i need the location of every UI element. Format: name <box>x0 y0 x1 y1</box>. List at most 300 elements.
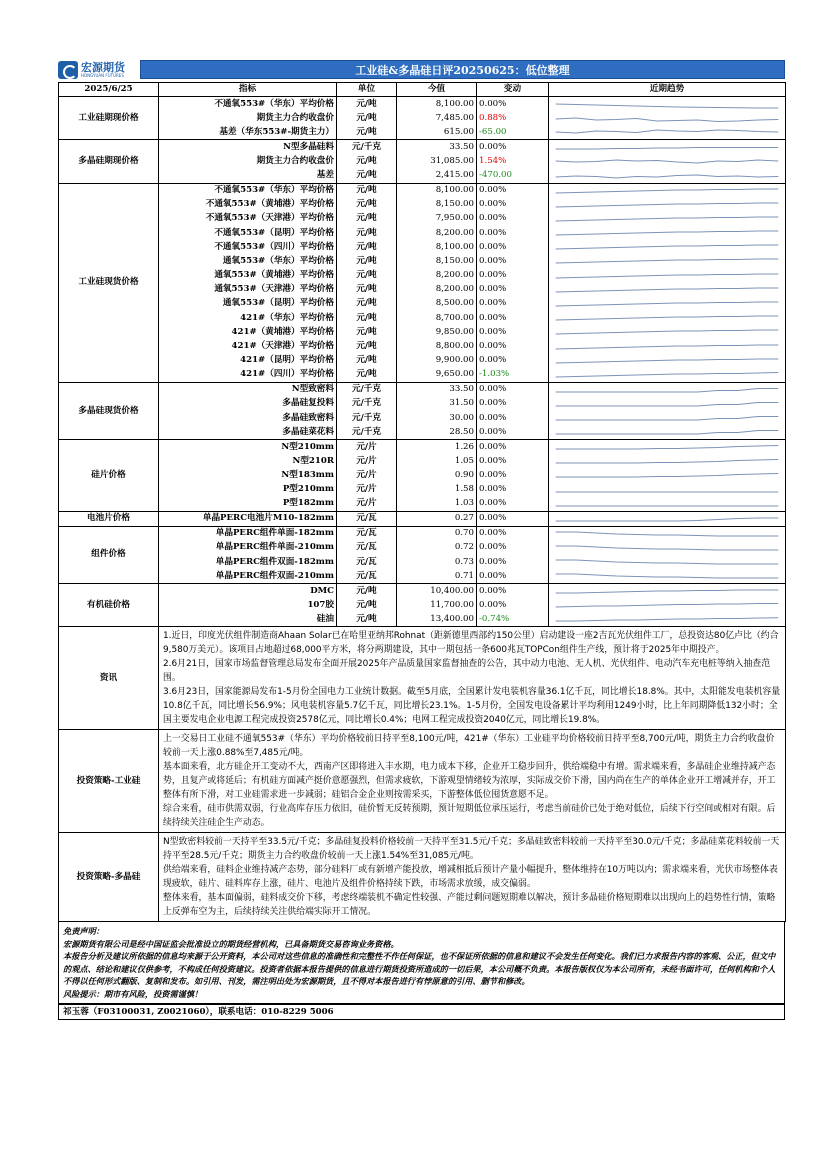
unit-cell: 元/片 <box>337 440 397 455</box>
value-cell: 9,900.00 <box>397 354 477 368</box>
sparkline <box>551 411 783 425</box>
sparkline-path <box>556 388 779 392</box>
value-cell: 615.00 <box>397 125 477 140</box>
sparkline <box>551 340 783 354</box>
sparkline <box>551 97 783 111</box>
value-cell: 8,100.00 <box>397 240 477 254</box>
table-row <box>59 354 786 368</box>
table-row <box>59 612 786 627</box>
commentary-paragraph: 1.近日，印度光伏组件制造商Ahaan Solar已在哈里亚纳邦Rohnat（距新德里西部约150公里）启动建设一座2吉瓦光伏组件工厂，总投资达80亿卢比（约合9,580万美元）。该项目占地超过68,000平方米，将分两期建设，其中一期包括一条600兆瓦TOPCon组件生产线，预计将于2025年中期投产。 <box>163 631 779 656</box>
commentary-text <box>159 730 786 833</box>
trend-cell <box>549 541 786 555</box>
change-cell: 0.00% <box>477 297 549 311</box>
indicator-cell: 基差 <box>159 169 337 184</box>
unit-cell: 元/吨 <box>337 240 397 254</box>
sparkline <box>551 512 783 526</box>
change-cell: 0.00% <box>477 584 549 599</box>
sparkline <box>551 254 783 268</box>
commentary-paragraph: 上一交易日工业硅不通氧553#（华东）平均价格较前日持平至8,100元/吨，421#（华东）工业硅平均价格较前日持平至8,700元/吨，期货主力合约收盘价较前一天上涨0.88%至7,485元/吨。 <box>163 734 775 759</box>
table-row <box>59 598 786 612</box>
unit-cell: 元/吨 <box>337 283 397 297</box>
value-cell: 1.05 <box>397 454 477 468</box>
change-cell: 1.54% <box>477 154 549 168</box>
sparkline-path <box>556 148 779 150</box>
unit-cell: 元/千克 <box>337 382 397 397</box>
value-cell: 8,100.00 <box>397 97 477 112</box>
indicator-cell: 421#（昆明）平均价格 <box>159 354 337 368</box>
table-row <box>59 483 786 497</box>
table-row <box>59 297 786 311</box>
indicator-cell: N型210mm <box>159 440 337 455</box>
sparkline <box>551 198 783 212</box>
indicator-cell: 421#（华东）平均价格 <box>159 311 337 325</box>
trend-cell <box>549 555 786 569</box>
unit-cell: 元/吨 <box>337 111 397 125</box>
change-cell: -470.00 <box>477 169 549 184</box>
unit-cell: 元/吨 <box>337 339 397 353</box>
unit-cell: 元/吨 <box>337 212 397 226</box>
unit-cell: 元/瓦 <box>337 526 397 541</box>
sparkline-path <box>556 372 779 377</box>
value-cell: 2,415.00 <box>397 169 477 184</box>
change-cell: 0.00% <box>477 468 549 482</box>
table-row <box>59 212 786 226</box>
change-header: 变动 <box>477 83 549 97</box>
change-cell: 0.00% <box>477 183 549 198</box>
table-row <box>59 183 786 198</box>
unit-cell: 元/吨 <box>337 198 397 212</box>
value-cell: 0.70 <box>397 526 477 541</box>
change-cell: 0.00% <box>477 411 549 425</box>
disclaimer <box>58 922 785 1004</box>
sparkline-path <box>556 345 779 349</box>
sparkline <box>551 226 783 240</box>
unit-cell: 元/瓦 <box>337 511 397 526</box>
sparkline <box>551 541 783 555</box>
category-cell: 多晶硅现货价格 <box>59 382 159 439</box>
table-row <box>59 140 786 155</box>
indicator-cell: DMC <box>159 584 337 599</box>
indicator-cell: N型210R <box>159 454 337 468</box>
unit-cell: 元/吨 <box>337 125 397 140</box>
category-cell: 多晶硅期现价格 <box>59 140 159 183</box>
sparkline-path <box>556 160 779 163</box>
sparkline <box>551 584 783 598</box>
sparkline <box>551 111 783 125</box>
unit-cell: 元/片 <box>337 483 397 497</box>
unit-cell: 元/片 <box>337 497 397 512</box>
unit-cell: 元/吨 <box>337 97 397 112</box>
indicator-cell: 多晶硅复投料 <box>159 397 337 411</box>
sparkline-path <box>556 474 779 478</box>
commentary-body <box>59 627 786 922</box>
sparkline <box>551 555 783 569</box>
change-cell: -0.74% <box>477 612 549 627</box>
value-cell: 10,400.00 <box>397 584 477 599</box>
report-sheet <box>58 58 785 1020</box>
sparkline <box>551 454 783 468</box>
value-cell: 0.73 <box>397 555 477 569</box>
change-cell: 0.00% <box>477 440 549 455</box>
trend-cell <box>549 569 786 584</box>
indicator-cell: 期货主力合约收盘价 <box>159 154 337 168</box>
value-cell: 8,200.00 <box>397 269 477 283</box>
table-row <box>59 541 786 555</box>
table-row <box>59 454 786 468</box>
change-cell: -65.00 <box>477 125 549 140</box>
trend-cell <box>549 240 786 254</box>
unit-cell: 元/千克 <box>337 397 397 411</box>
change-cell: 0.00% <box>477 254 549 268</box>
unit-cell: 元/千克 <box>337 140 397 155</box>
change-cell: 0.00% <box>477 198 549 212</box>
unit-cell: 元/吨 <box>337 612 397 627</box>
commentary-paragraph: 3.6月23日，国家能源局发布1-5月份全国电力工业统计数据。截至5月底，全国累计发电装机容量36.1亿千瓦，同比增长18.8%。其中，太阳能发电装机容量10.8亿千瓦，同比增长56.9%；风电装机容量5.7亿千瓦，同比增长23.1%。1-5月份，全国发电设备累计平均利用1249小时，比上年同期降低132小时；全国主要发电企业电源工程完成投资2578亿元，同比增长0.4%；电网工程完成投资2040亿元，同比增长19.8%。 <box>163 687 781 726</box>
sparkline <box>551 212 783 226</box>
indicator-cell: 硅油 <box>159 612 337 627</box>
trend-cell <box>549 598 786 612</box>
sparkline <box>551 311 783 325</box>
indicator-cell: 多晶硅菜花料 <box>159 425 337 440</box>
category-cell: 工业硅期现价格 <box>59 97 159 140</box>
change-cell: 0.00% <box>477 269 549 283</box>
change-cell: 0.00% <box>477 226 549 240</box>
trend-header: 近期趋势 <box>549 83 786 97</box>
trend-cell <box>549 212 786 226</box>
indicator-cell: 不通氧553#（华东）平均价格 <box>159 97 337 112</box>
change-cell: 0.00% <box>477 483 549 497</box>
table-row <box>59 125 786 140</box>
commentary-row <box>59 833 786 922</box>
trend-cell <box>549 269 786 283</box>
sparkline-path <box>556 546 779 550</box>
sparkline-path <box>556 518 779 521</box>
unit-header: 单位 <box>337 83 397 97</box>
change-cell: 0.00% <box>477 382 549 397</box>
category-cell: 组件价格 <box>59 526 159 583</box>
unit-cell: 元/吨 <box>337 269 397 283</box>
table-header-row <box>59 83 786 97</box>
sparkline <box>551 397 783 411</box>
sparkline <box>551 468 783 482</box>
value-cell: 0.72 <box>397 541 477 555</box>
trend-cell <box>549 584 786 599</box>
commentary-row <box>59 730 786 833</box>
commentary-paragraph: 整体来看，基本面偏弱，硅料成交价下移，考虑终端装机不确定性较强、产能过剩问题短期难以解决，预计多晶硅价格短期难以出现向上的趋势性行情，策略上反弹布空为主，后续持续关注供给端实际开工情况。 <box>163 893 776 918</box>
indicator-cell: N型致密料 <box>159 382 337 397</box>
sparkline <box>551 612 783 626</box>
disclaimer-line: 本报告分析及建议所依据的信息均来源于公开资料，本公司对这些信息的准确性和完整性不作任何保证，也不保证所依据的信息和建议不会发生任何变化。我们已力求报告内容的客观、公正，但文中的观点、结论和建议仅供参考，不构成任何投资建议。投资者依据本报告提供的信息进行期货投资所造成的一切后果，本公司概不负责。本报告版权仅为本公司所有，未经书面许可，任何机构和个人不得以任何形式翻版、复制和发布。如引用、刊发，需注明出处为宏源期货，且不得对本报告进行有悖原意的引用、删节和修改。 <box>63 951 776 987</box>
sparkline <box>551 297 783 311</box>
table-row <box>59 425 786 440</box>
trend-cell <box>549 183 786 198</box>
unit-cell: 元/吨 <box>337 354 397 368</box>
change-cell: 0.00% <box>477 339 549 353</box>
trend-cell <box>549 368 786 383</box>
table-row <box>59 97 786 112</box>
trend-cell <box>549 497 786 512</box>
commentary-paragraph: 综合来看，硅市供需双弱，行业高库存压力依旧，硅价暂无反转预期，预计短期低位承压运行，考虑当前硅价已处于绝对低位，后续下行空间或相对有限。后续持续关注硅企生产动态。 <box>163 804 776 829</box>
change-cell: 0.00% <box>477 354 549 368</box>
sparkline-path <box>556 330 779 334</box>
sparkline-path <box>556 189 779 193</box>
unit-cell: 元/瓦 <box>337 555 397 569</box>
analyst-contact: 祁玉蓉（F03100031, Z0021060），联系电话：010-8229 5006 <box>58 1004 785 1020</box>
trend-cell <box>549 339 786 353</box>
indicator-cell: 通氧553#（华东）平均价格 <box>159 254 337 268</box>
table-row <box>59 368 786 383</box>
value-cell: 7,950.00 <box>397 212 477 226</box>
value-cell: 8,150.00 <box>397 198 477 212</box>
unit-cell: 元/吨 <box>337 254 397 268</box>
sparkline-path <box>556 316 779 320</box>
indicator-cell: 不通氧553#（黄埔港）平均价格 <box>159 198 337 212</box>
indicator-cell: 不通氧553#（昆明）平均价格 <box>159 226 337 240</box>
indicator-cell: 通氧553#（天津港）平均价格 <box>159 283 337 297</box>
table-row <box>59 240 786 254</box>
trend-cell <box>549 325 786 339</box>
sparkline-path <box>556 118 779 122</box>
value-cell: 1.03 <box>397 497 477 512</box>
unit-cell: 元/吨 <box>337 598 397 612</box>
sparkline <box>551 368 783 382</box>
trend-cell <box>549 283 786 297</box>
trend-cell <box>549 198 786 212</box>
table-row <box>59 497 786 512</box>
trend-cell <box>549 612 786 627</box>
value-cell: 1.26 <box>397 440 477 455</box>
indicator-cell: 107胶 <box>159 598 337 612</box>
unit-cell: 元/千克 <box>337 411 397 425</box>
sparkline-path <box>556 446 779 450</box>
unit-cell: 元/吨 <box>337 154 397 168</box>
change-cell: 0.00% <box>477 212 549 226</box>
table-row <box>59 283 786 297</box>
sparkline-path <box>556 245 779 249</box>
sparkline-path <box>556 431 779 435</box>
sparkline <box>551 154 783 168</box>
indicator-header: 指标 <box>159 83 337 97</box>
commentary-paragraph: 2.6月21日，国家市场监督管理总局发布全面开展2025年产品质量国家监督抽查的公告，其中动力电池、无人机、光伏组件、电动汽车充电桩等纳入抽查范围。 <box>163 659 771 684</box>
trend-cell <box>549 254 786 268</box>
value-cell: 9,650.00 <box>397 368 477 383</box>
sparkline <box>551 184 783 198</box>
date-header: 2025/6/25 <box>59 83 159 97</box>
unit-cell: 元/吨 <box>337 297 397 311</box>
commentary-text <box>159 833 786 922</box>
disclaimer-title: 免责声明： <box>63 926 104 937</box>
sparkline <box>551 169 783 183</box>
report-title: 工业硅&多晶硅日评20250625：低位整理 <box>140 60 785 79</box>
value-cell: 8,800.00 <box>397 339 477 353</box>
table-row <box>59 269 786 283</box>
company-logo <box>58 60 125 80</box>
change-cell: 0.00% <box>477 283 549 297</box>
trend-cell <box>549 354 786 368</box>
change-cell: 0.00% <box>477 311 549 325</box>
sparkline-path <box>556 402 779 406</box>
price-table <box>58 82 786 922</box>
sparkline-path <box>556 460 779 464</box>
sparkline <box>551 383 783 397</box>
category-cell: 有机硅价格 <box>59 584 159 627</box>
change-cell: 0.00% <box>477 526 549 541</box>
trend-cell <box>549 468 786 482</box>
change-cell: 0.00% <box>477 240 549 254</box>
unit-cell: 元/吨 <box>337 311 397 325</box>
commentary-paragraph: 供给端来看，硅料企业维持减产态势，部分硅料厂或有新增产能投放，增减相抵后预计产量小幅提升，整体维持在10万吨以内；需求端来看，光伏市场整体表现疲软，硅片、硅料库存上涨，硅片、电池片及组件价格持续下跌，市场需求放缓，成交偏弱。 <box>163 865 778 890</box>
sparkline-path <box>556 302 779 306</box>
sparkline-path <box>556 217 779 221</box>
indicator-cell: 多晶硅致密料 <box>159 411 337 425</box>
indicator-cell: 不通氧553#（华东）平均价格 <box>159 183 337 198</box>
value-cell: 0.90 <box>397 468 477 482</box>
table-row <box>59 584 786 599</box>
trend-cell <box>549 311 786 325</box>
trend-cell <box>549 169 786 184</box>
sparkline <box>551 483 783 497</box>
category-cell: 工业硅现货价格 <box>59 183 159 382</box>
unit-cell: 元/瓦 <box>337 569 397 584</box>
table-row <box>59 526 786 541</box>
unit-cell: 元/吨 <box>337 226 397 240</box>
value-cell: 8,150.00 <box>397 254 477 268</box>
indicator-cell: 基差（华东553#-期货主力） <box>159 125 337 140</box>
sparkline <box>551 497 783 511</box>
table-row <box>59 555 786 569</box>
table-row <box>59 511 786 526</box>
indicator-cell: 421#（四川）平均价格 <box>159 368 337 383</box>
logo-name: 宏源期货 <box>81 61 125 74</box>
trend-cell <box>549 125 786 140</box>
commentary-category: 投资策略-多晶硅 <box>59 833 159 922</box>
unit-cell: 元/吨 <box>337 325 397 339</box>
unit-cell: 元/千克 <box>337 425 397 440</box>
sparkline <box>551 240 783 254</box>
sparkline-path <box>556 203 779 207</box>
indicator-cell: 421#（黄埔港）平均价格 <box>159 325 337 339</box>
sparkline-path <box>556 359 779 363</box>
change-cell: 0.00% <box>477 454 549 468</box>
table-row <box>59 226 786 240</box>
table-row <box>59 411 786 425</box>
trend-cell <box>549 97 786 112</box>
indicator-cell: 通氧553#（昆明）平均价格 <box>159 297 337 311</box>
sparkline <box>551 269 783 283</box>
indicator-cell: 单晶PERC组件单面-210mm <box>159 541 337 555</box>
indicator-cell: 通氧553#（黄埔港）平均价格 <box>159 269 337 283</box>
sparkline-path <box>556 274 779 278</box>
value-cell: 9,850.00 <box>397 325 477 339</box>
change-cell: 0.00% <box>477 569 549 584</box>
trend-cell <box>549 483 786 497</box>
commentary-paragraph: N型致密料较前一天持平至33.5元/千克；多晶硅复投料价格较前一天持平至31.5元/千克；多晶硅致密料较前一天持平至30.0元/千克；多晶硅菜花料较前一天持平至28.5元/千克；期货主力合约收盘价较前一天上涨1.54%至31,085元/吨。 <box>163 837 780 862</box>
disclaimer-line: 风险提示：期市有风险，投资需谨慎！ <box>63 988 203 999</box>
change-cell: 0.00% <box>477 140 549 155</box>
value-cell: 28.50 <box>397 425 477 440</box>
indicator-cell: 不通氧553#（四川）平均价格 <box>159 240 337 254</box>
change-cell: 0.00% <box>477 97 549 112</box>
value-header: 今值 <box>397 83 477 97</box>
table-row <box>59 311 786 325</box>
table-row <box>59 325 786 339</box>
table-row <box>59 169 786 184</box>
change-cell: 0.00% <box>477 397 549 411</box>
trend-cell <box>549 140 786 155</box>
commentary-text <box>159 627 786 730</box>
trend-cell <box>549 425 786 440</box>
change-cell: 0.88% <box>477 111 549 125</box>
trend-cell <box>549 154 786 168</box>
sparkline-path <box>556 618 779 621</box>
table-row <box>59 111 786 125</box>
commentary-category: 投资策略-工业硅 <box>59 730 159 833</box>
table-row <box>59 198 786 212</box>
indicator-cell: 单晶PERC组件单面-182mm <box>159 526 337 541</box>
change-cell: 0.00% <box>477 511 549 526</box>
sparkline <box>551 283 783 297</box>
value-cell: 7,485.00 <box>397 111 477 125</box>
trend-cell <box>549 397 786 411</box>
sparkline-path <box>556 604 779 608</box>
sparkline-path <box>556 175 779 178</box>
table-row <box>59 254 786 268</box>
unit-cell: 元/片 <box>337 468 397 482</box>
sparkline <box>551 125 783 139</box>
sparkline-path <box>556 532 779 536</box>
sparkline <box>551 527 783 541</box>
commentary-paragraph: 基本面来看，北方硅企开工变动不大，西南产区即将进入丰水期，电力成本下移，企业开工稳步回升，供给端稳中有增。需求端来看，多晶硅企业维持减产态势，且复产或将延后；有机硅方面减产挺价意愿强烈，但需求疲软，下游观望情绪较为浓厚，实际成交价下滑，国内尚在生产的单体企业开工增减并存，开工整体有所下滑，对工业硅需求进一步减弱；硅铝合金企业则按需采买，下游整体低位囤货意愿不足。 <box>163 762 776 801</box>
unit-cell: 元/片 <box>337 454 397 468</box>
table-row <box>59 569 786 584</box>
unit-cell: 元/吨 <box>337 368 397 383</box>
table-row <box>59 397 786 411</box>
table-row <box>59 468 786 482</box>
sparkline <box>551 354 783 368</box>
sparkline-path <box>556 130 779 133</box>
change-cell: -1.03% <box>477 368 549 383</box>
trend-cell <box>549 111 786 125</box>
sparkline <box>551 569 783 583</box>
sparkline-path <box>556 574 779 578</box>
table-row <box>59 154 786 168</box>
value-cell: 33.50 <box>397 140 477 155</box>
indicator-cell: 不通氧553#（天津港）平均价格 <box>159 212 337 226</box>
commentary-category: 资讯 <box>59 627 159 730</box>
indicator-cell: 单晶PERC电池片M10-182mm <box>159 511 337 526</box>
table-row <box>59 440 786 455</box>
value-cell: 33.50 <box>397 382 477 397</box>
sparkline-path <box>556 231 779 235</box>
trend-cell <box>549 226 786 240</box>
trend-cell <box>549 297 786 311</box>
sparkline-path <box>556 259 779 263</box>
value-cell: 8,200.00 <box>397 226 477 240</box>
disclaimer-line: 宏源期货有限公司是经中国证监会批准设立的期货经营机构，已具备期货交易咨询业务资格。 <box>63 938 399 949</box>
sparkline <box>551 440 783 454</box>
indicator-cell: N型多晶硅料 <box>159 140 337 155</box>
trend-cell <box>549 454 786 468</box>
indicator-cell: P型210mm <box>159 483 337 497</box>
value-cell: 1.58 <box>397 483 477 497</box>
trend-cell <box>549 440 786 455</box>
value-cell: 8,500.00 <box>397 297 477 311</box>
indicator-cell: P型182mm <box>159 497 337 512</box>
value-cell: 8,200.00 <box>397 283 477 297</box>
change-cell: 0.00% <box>477 497 549 512</box>
sparkline <box>551 140 783 154</box>
sparkline-path <box>556 417 779 421</box>
